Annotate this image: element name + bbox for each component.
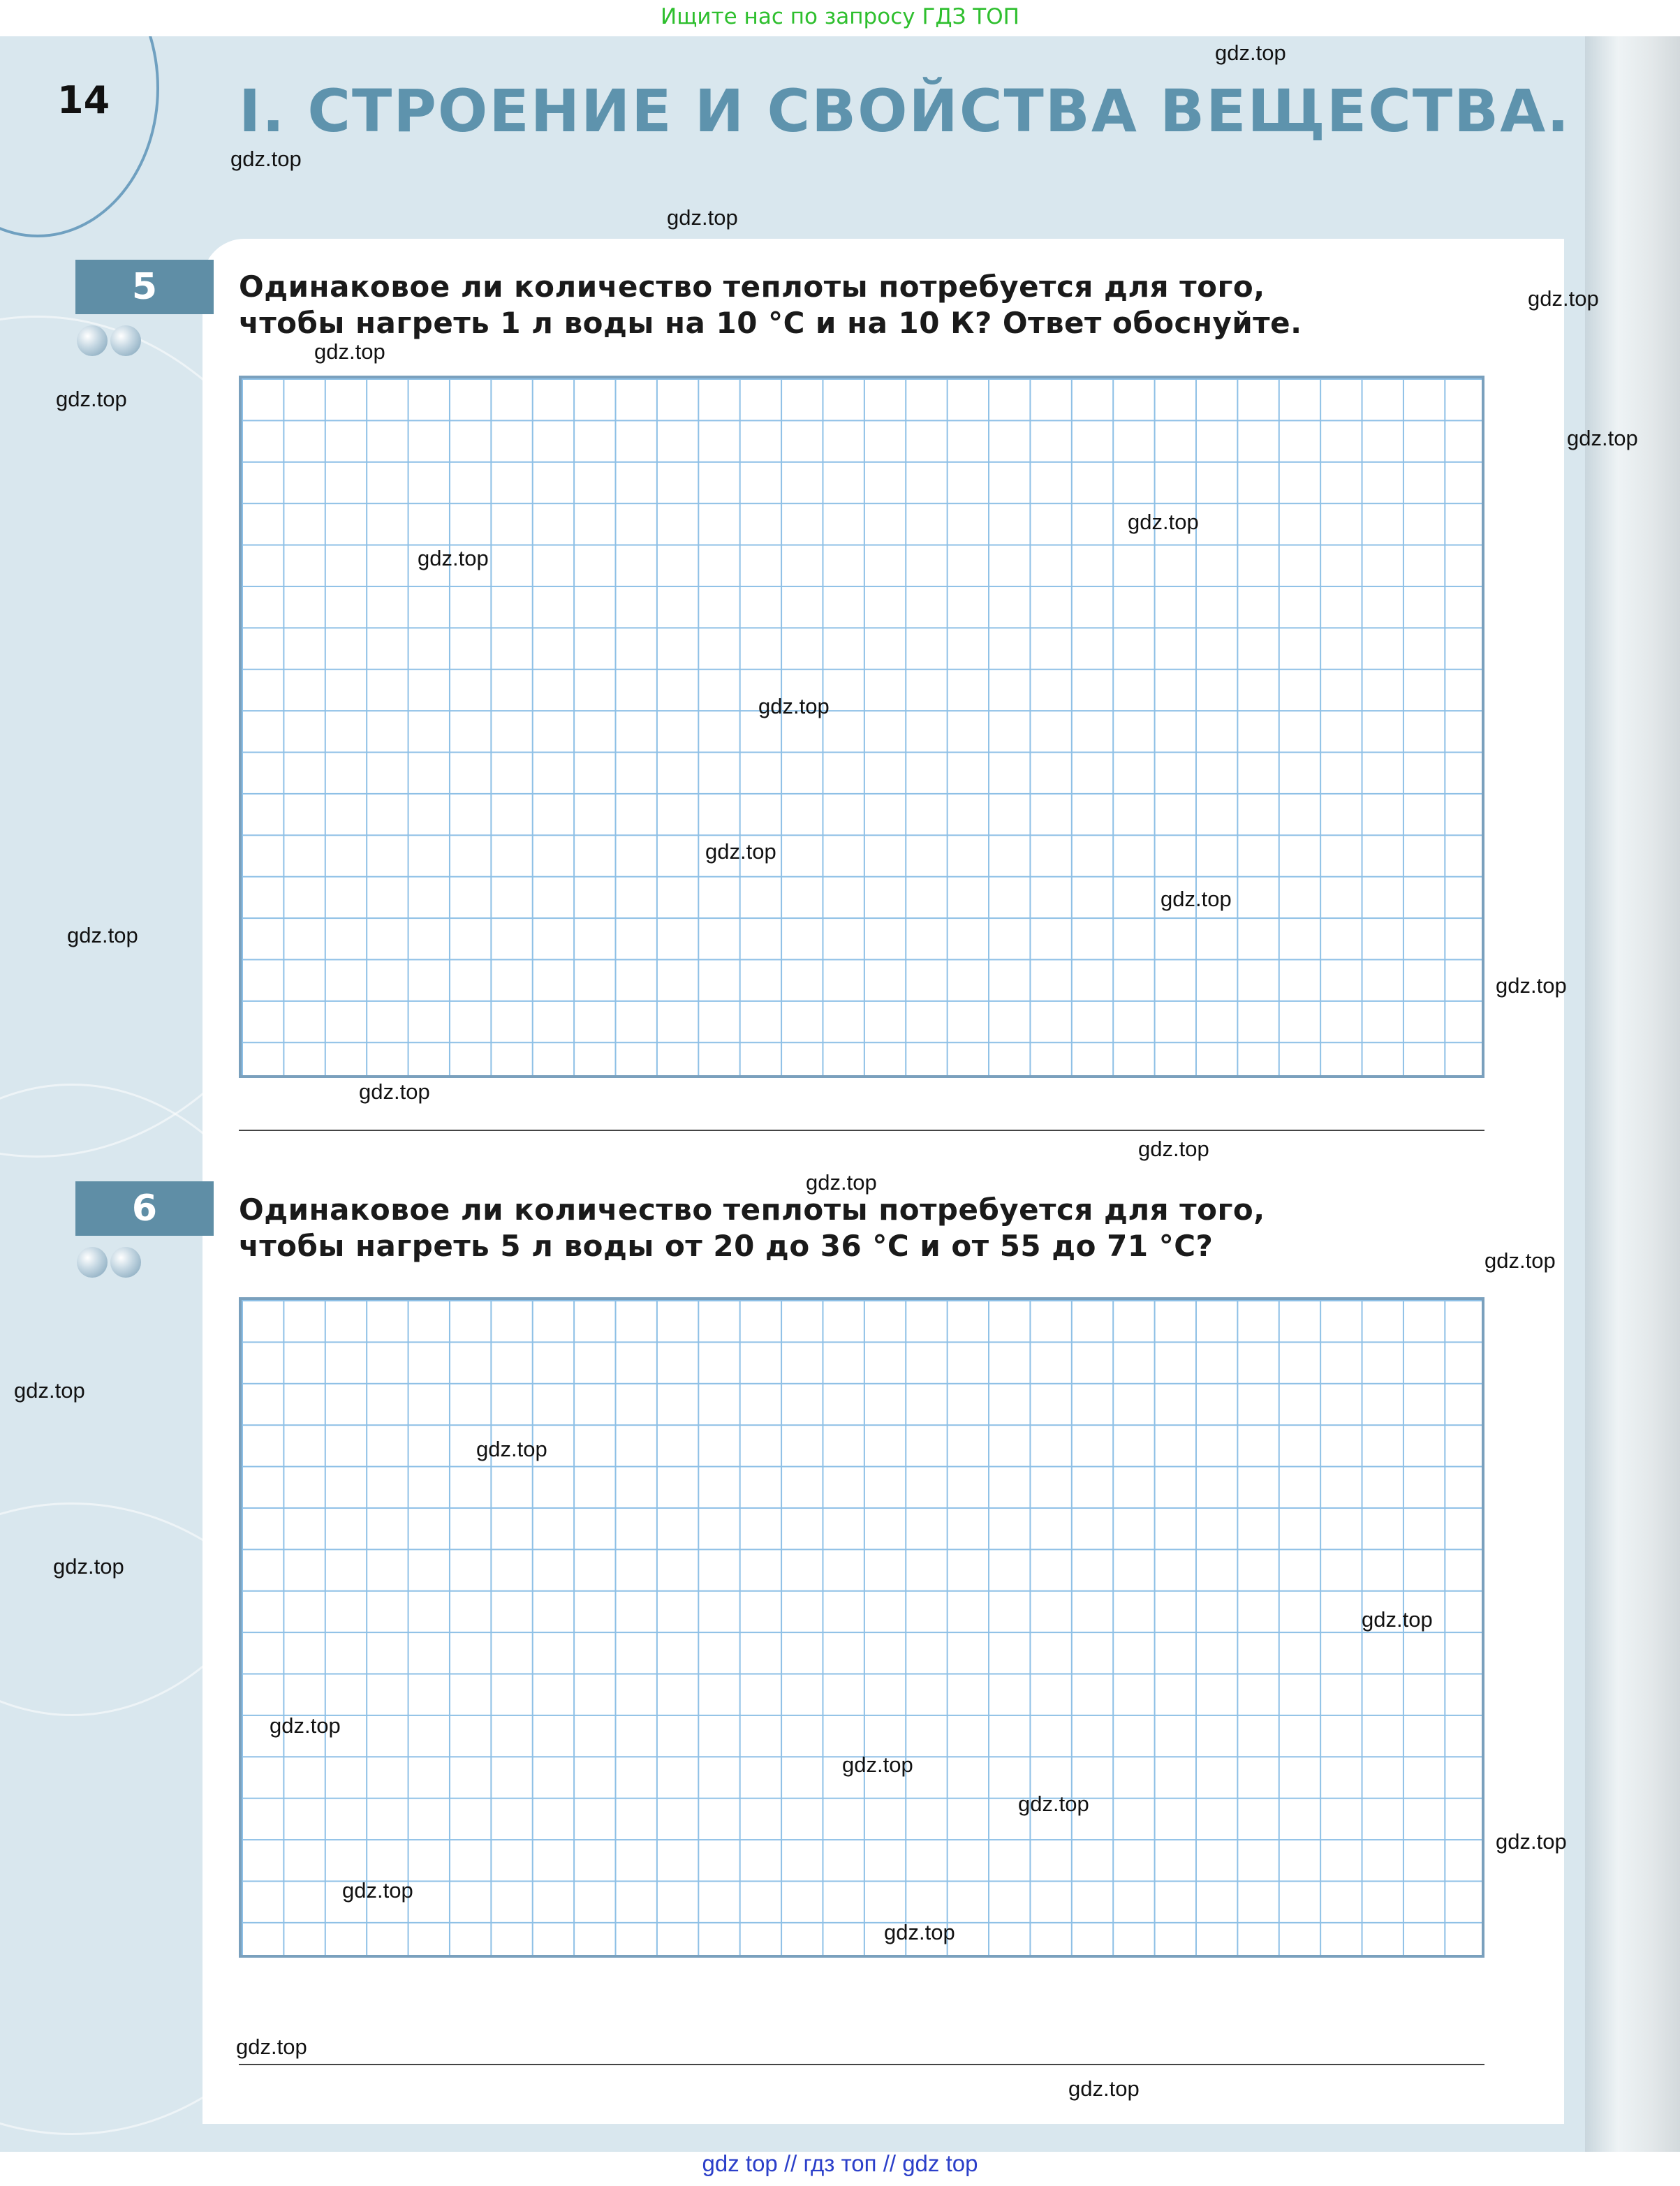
watermark: gdz.top (842, 1752, 913, 1777)
page-number: 14 (57, 78, 110, 122)
answer-line[interactable] (239, 1130, 1484, 1131)
watermark: gdz.top (1138, 1137, 1209, 1161)
watermark: gdz.top (418, 546, 489, 570)
watermark: gdz.top (314, 339, 385, 364)
watermark: gdz.top (667, 205, 738, 230)
answer-grid[interactable] (239, 376, 1484, 1078)
watermark: gdz.top (476, 1437, 547, 1461)
watermark: gdz.top (1128, 510, 1199, 534)
watermark: gdz.top (1160, 887, 1232, 911)
chapter-title: I. СТРОЕНИЕ И СВОЙСТВА ВЕЩЕСТВА. (239, 77, 1571, 145)
watermark: gdz.top (67, 923, 138, 947)
difficulty-icon (77, 325, 147, 356)
question-line: чтобы нагреть 1 л воды на 10 °С и на 10 К? Ответ обоснуйте. (239, 306, 1302, 340)
question-line: Одинаковое ли количество теплоты потребуется для того, (239, 269, 1265, 304)
question-line: чтобы нагреть 5 л воды от 20 до 36 °С и от 55 до 71 °С? (239, 1229, 1214, 1263)
difficulty-icon (77, 1247, 147, 1278)
task-number-badge: 5 (75, 260, 214, 314)
watermark: gdz.top (1068, 2076, 1140, 2101)
watermark: gdz.top (56, 387, 127, 411)
top-banner[interactable]: Ищите нас по запросу ГДЗ ТОП (661, 4, 1019, 29)
watermark: gdz.top (1528, 286, 1599, 311)
watermark: gdz.top (884, 1920, 955, 1944)
watermark: gdz.top (1496, 973, 1567, 998)
watermark: gdz.top (705, 839, 776, 864)
answer-line[interactable] (239, 2064, 1484, 2065)
watermark: gdz.top (270, 1713, 341, 1738)
watermark: gdz.top (1215, 40, 1286, 65)
watermark: gdz.top (1484, 1248, 1556, 1273)
watermark: gdz.top (806, 1170, 877, 1195)
watermark: gdz.top (1362, 1607, 1433, 1632)
page-corner-arc (0, 36, 159, 237)
task-question (239, 269, 1302, 341)
watermark: gdz.top (1018, 1792, 1089, 1816)
watermark: gdz.top (1567, 426, 1638, 450)
watermark: gdz.top (53, 1554, 124, 1579)
watermark: gdz.top (1496, 1829, 1567, 1854)
task-question (239, 1192, 1265, 1264)
task-number-badge: 6 (75, 1181, 214, 1236)
watermark: gdz.top (758, 694, 830, 718)
watermark: gdz.top (236, 2034, 307, 2059)
answer-grid[interactable] (239, 1297, 1484, 1958)
watermark: gdz.top (342, 1878, 413, 1903)
question-line: Одинаковое ли количество теплоты потребуется для того, (239, 1192, 1265, 1227)
bottom-banner[interactable]: gdz top // гдз топ // gdz top (702, 2150, 978, 2176)
watermark: gdz.top (14, 1378, 85, 1403)
book-spine (1585, 36, 1680, 2152)
watermark: gdz.top (230, 147, 302, 171)
watermark: gdz.top (359, 1079, 430, 1104)
